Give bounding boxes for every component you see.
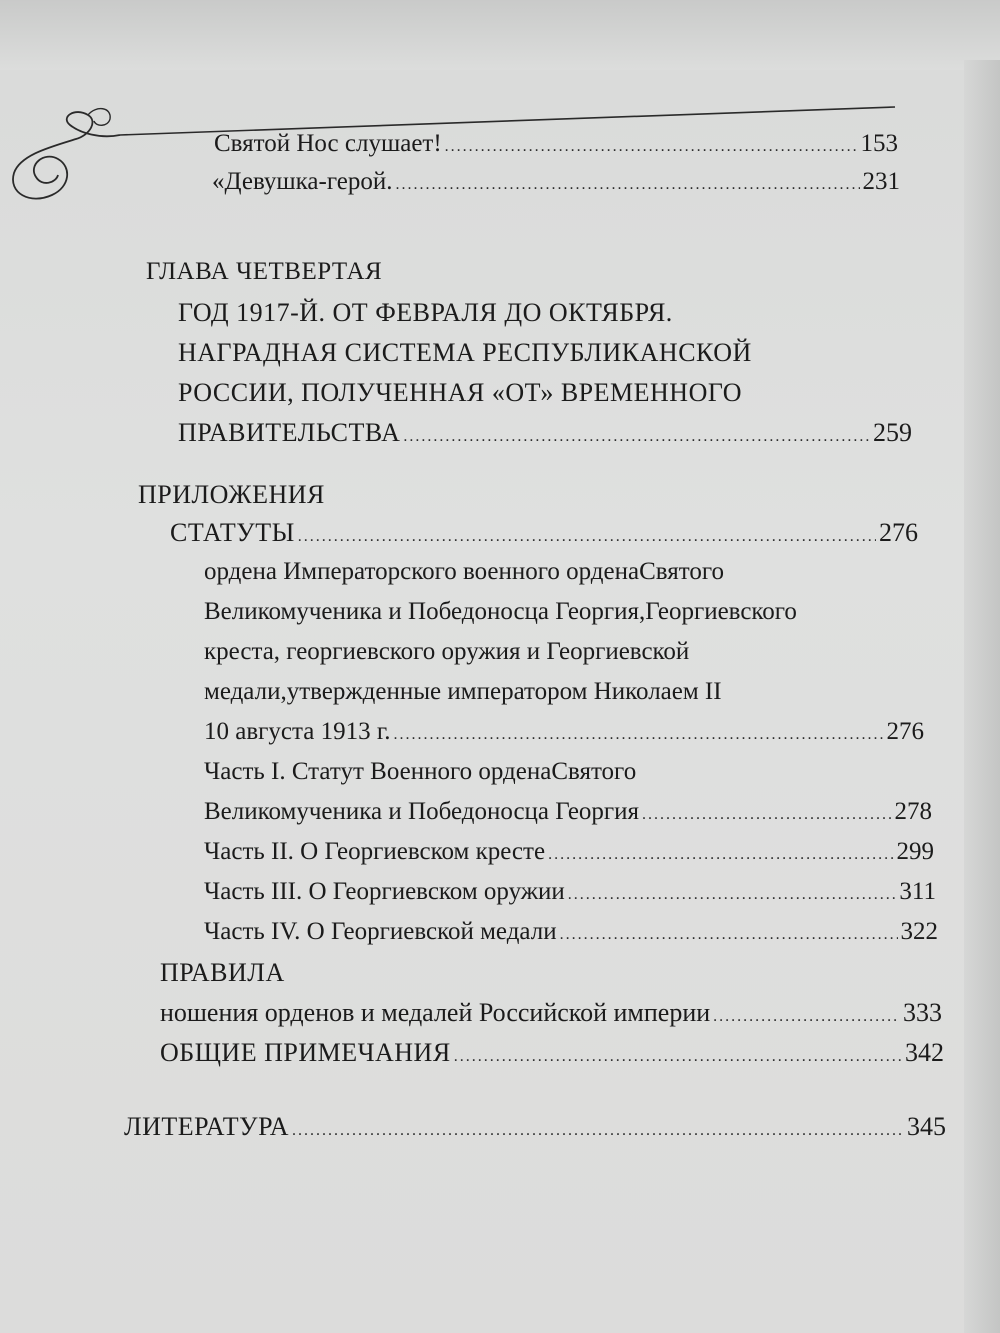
dot-leader xyxy=(560,918,898,946)
toc-entry-page: 299 xyxy=(896,838,934,865)
toc-entry-label: ЛИТЕРАТУРА xyxy=(124,1112,289,1141)
dot-leader xyxy=(394,718,884,746)
dot-leader xyxy=(292,1112,904,1142)
toc-entry-page: 259 xyxy=(873,418,912,447)
toc-entry[interactable] xyxy=(178,418,912,448)
toc-entry-label: «Девушка-герой. xyxy=(212,168,393,195)
dot-leader xyxy=(454,1038,902,1068)
page-right-edge xyxy=(964,60,1000,1333)
toc-entry[interactable] xyxy=(212,168,900,196)
toc-entry-label: Часть IV. О Георгиевской медали xyxy=(204,918,557,945)
toc-entry[interactable] xyxy=(204,878,936,906)
dot-leader xyxy=(403,418,870,448)
toc-entry[interactable] xyxy=(160,1038,944,1068)
toc-entry-label: ношения орденов и медалей Российской империи xyxy=(160,998,711,1027)
statute-description-line: ордена Императорского военного орденаСвятого xyxy=(204,558,724,585)
dot-leader xyxy=(713,998,900,1028)
statute-description-line: Великомученика и Победоносца Георгия,Георгиевского xyxy=(204,598,797,625)
toc-entry[interactable] xyxy=(124,1112,946,1142)
toc-entry-label: СТАТУТЫ xyxy=(170,518,295,547)
toc-entry-page: 333 xyxy=(903,998,942,1027)
dot-leader xyxy=(298,518,876,548)
toc-entry-label: Святой Нос слушает! xyxy=(214,130,442,157)
toc-entry[interactable] xyxy=(204,718,924,746)
toc-entry[interactable] xyxy=(204,798,932,826)
toc-entry[interactable] xyxy=(204,838,934,866)
page-top-edge xyxy=(0,0,1000,70)
toc-entry[interactable] xyxy=(214,130,898,158)
toc-entry-page: 153 xyxy=(860,130,898,157)
statute-description-line: медали,утвержденные императором Николаем II xyxy=(204,678,722,705)
toc-entry-page: 276 xyxy=(886,718,924,745)
toc-entry-label: 10 августа 1913 г. xyxy=(204,718,391,745)
part-title-line: Часть I. Статут Военного орденаСвятого xyxy=(204,758,637,785)
toc-entry[interactable] xyxy=(204,918,938,946)
toc-entry-label: Часть III. О Георгиевском оружии xyxy=(204,878,565,905)
toc-entry-page: 278 xyxy=(894,798,932,825)
toc-entry-page: 345 xyxy=(907,1112,946,1141)
toc-entry-label: ОБЩИЕ ПРИМЕЧАНИЯ xyxy=(160,1038,451,1067)
toc-entry-page: 231 xyxy=(862,168,900,195)
toc-entry-page: 311 xyxy=(899,878,936,905)
dot-leader xyxy=(568,878,897,906)
toc-entry-page: 342 xyxy=(905,1038,944,1067)
toc-entry-page: 276 xyxy=(879,518,918,547)
statute-description-line: креста, георгиевского оружия и Георгиевской xyxy=(204,638,690,665)
toc-entry[interactable] xyxy=(160,998,942,1028)
toc-entry-label: ПРАВИТЕЛЬСТВА xyxy=(178,418,401,447)
toc-entry[interactable] xyxy=(170,518,918,548)
dot-leader xyxy=(548,838,893,866)
chapter-title-line: НАГРАДНАЯ СИСТЕМА РЕСПУБЛИКАНСКОЙ xyxy=(178,338,752,367)
toc-entry-label: Часть II. О Георгиевском кресте xyxy=(204,838,546,865)
rules-heading: ПРАВИЛА xyxy=(160,958,285,987)
toc-entry-page: 322 xyxy=(900,918,938,945)
appendix-heading: ПРИЛОЖЕНИЯ xyxy=(138,480,325,509)
dot-leader xyxy=(642,798,891,826)
dot-leader xyxy=(445,130,858,158)
chapter-heading: ГЛАВА ЧЕТВЕРТАЯ xyxy=(146,258,383,285)
toc-entry-label: Великомученика и Победоносца Георгия xyxy=(204,798,640,825)
chapter-title-line: ГОД 1917-Й. ОТ ФЕВРАЛЯ ДО ОКТЯБРЯ. xyxy=(178,298,673,327)
chapter-title-line: РОССИИ, ПОЛУЧЕННАЯ «ОТ» ВРЕМЕННОГО xyxy=(178,378,743,407)
dot-leader xyxy=(396,168,860,196)
